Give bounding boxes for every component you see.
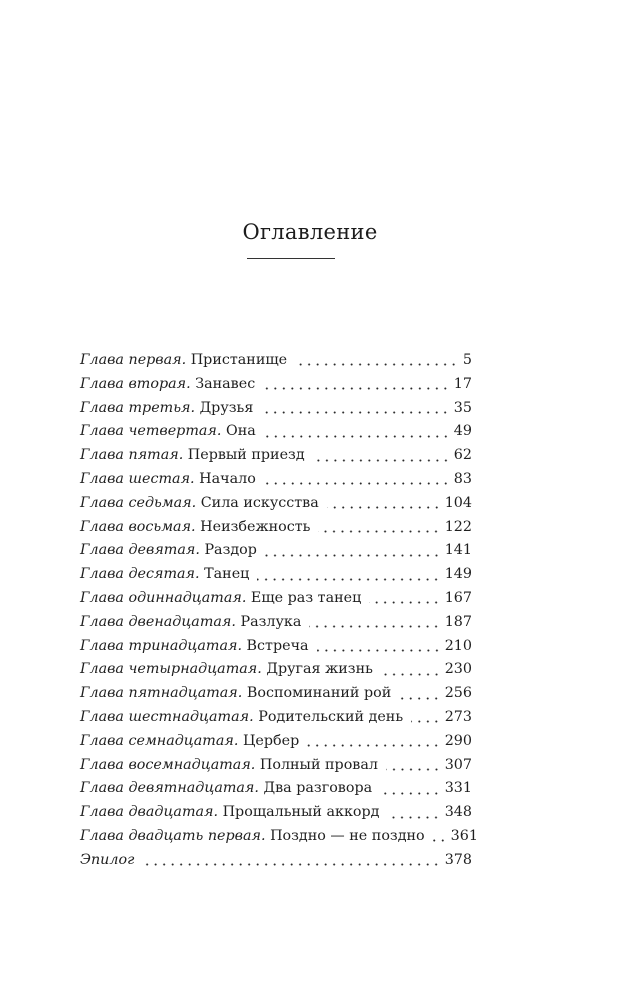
toc-entry[interactable] [80,420,472,444]
chapter-title: Воспоминаний рой [246,685,392,702]
chapter-title: Танец [204,566,250,583]
page-number: 230 [444,661,472,678]
toc-entry[interactable] [80,658,472,682]
toc-entry[interactable] [80,825,478,849]
chapter-label: Глава девятнадцатая. [80,780,259,797]
chapter-title: Пристанище [190,352,288,368]
toc-heading: Оглавление [242,220,378,244]
page-number: 361 [450,827,478,844]
dot-leader [369,601,440,604]
page-number: 49 [453,423,472,440]
page-number: 5 [462,352,472,368]
dot-leader [387,816,440,819]
page-number: 62 [453,447,472,464]
toc-entry[interactable] [80,611,472,635]
chapter-label: Глава шестнадцатая. [80,708,254,725]
toc-entry[interactable] [80,706,472,730]
dot-leader [265,554,441,557]
chapter-label: Глава третья. [80,399,196,416]
dot-leader [411,720,441,723]
chapter-title: Разлука [240,613,302,630]
page-number: 104 [444,494,472,511]
chapter-title: Начало [199,470,256,487]
chapter-label: Глава двадцать первая. [80,827,266,844]
toc-entry[interactable] [80,801,472,825]
chapter-title: Она [225,423,256,440]
toc-entry[interactable] [80,468,472,492]
chapter-label: Глава десятая. [80,566,200,583]
page-number: 141 [444,542,472,559]
dot-leader [257,578,440,581]
chapter-title: Другая жизнь [266,661,373,678]
chapter-label: Глава восьмая. [80,518,196,535]
toc-entry[interactable] [80,587,472,611]
page-number: 273 [444,708,472,725]
toc-entry[interactable] [80,539,472,563]
dot-leader [264,435,450,438]
chapter-label: Глава пятнадцатая. [80,685,243,702]
page-number: 378 [444,851,472,868]
dot-leader [399,697,440,700]
dot-leader [381,673,441,676]
chapter-label: Глава двенадцатая. [80,613,236,630]
page-number: 83 [453,470,472,487]
toc-entry[interactable] [80,730,472,754]
heading-underline [247,258,335,259]
toc-entry[interactable] [80,349,472,373]
page-number: 122 [444,518,472,535]
page-number: 307 [444,756,472,773]
chapter-title: Два разговора [263,780,373,797]
chapter-title: Неизбежность [200,518,311,535]
chapter-label: Глава четырнадцатая. [80,661,262,678]
chapter-label: Глава шестая. [80,470,195,487]
chapter-title: Поздно — не поздно [270,827,425,844]
toc-entry[interactable] [80,754,472,778]
dot-leader [327,506,441,509]
chapter-title: Друзья [199,399,254,416]
chapter-title: Встреча [246,637,309,654]
toc-entry[interactable] [80,777,472,801]
chapter-label: Глава тринадцатая. [80,637,242,654]
dot-leader [317,649,441,652]
chapter-label: Глава первая. [80,352,187,368]
toc-entry[interactable] [80,397,472,421]
chapter-title: Еще раз танец [250,589,362,606]
chapter-title: Полный провал [259,756,378,773]
page-number: 331 [444,780,472,797]
toc-list [80,349,478,873]
dot-leader [386,768,441,771]
toc-entry[interactable] [80,373,472,397]
chapter-title: Родительский день [258,708,404,725]
chapter-label: Глава седьмая. [80,494,197,511]
chapter-title: Прощальный аккорд [222,804,380,821]
page-number: 187 [444,613,472,630]
chapter-title: Сила искусства [200,494,319,511]
page-number: 35 [453,399,472,416]
dot-leader [307,744,440,747]
page-number: 17 [453,375,472,392]
chapter-title: Раздор [204,542,257,559]
dot-leader [142,863,440,866]
page-number: 290 [444,732,472,749]
page-number: 149 [444,566,472,583]
dot-leader [433,839,447,842]
toc-entry[interactable] [80,563,472,587]
chapter-title: Первый приезд [187,447,305,464]
dot-leader [309,625,440,628]
page-number: 348 [444,804,472,821]
toc-entry[interactable] [80,682,472,706]
chapter-label: Глава вторая. [80,375,191,392]
chapter-label: Глава пятая. [80,447,184,464]
toc-entry[interactable] [80,635,472,659]
dot-leader [264,482,450,485]
dot-leader [318,530,440,533]
dot-leader [313,459,450,462]
dot-leader [263,387,450,390]
chapter-label: Глава двадцатая. [80,804,219,821]
dot-leader [380,792,441,795]
toc-entry[interactable] [80,516,472,540]
chapter-title: Занавес [195,375,256,392]
page-number: 256 [444,685,472,702]
toc-entry[interactable] [80,492,472,516]
chapter-label: Глава одиннадцатая. [80,589,247,606]
chapter-label: Глава четвертая. [80,423,222,440]
page-number: 167 [444,589,472,606]
dot-leader [295,363,458,366]
toc-entry[interactable] [80,444,472,468]
toc-entry-epilogue[interactable] [80,849,472,873]
page-number: 210 [444,637,472,654]
chapter-label: Эпилог [80,851,135,868]
chapter-label: Глава девятая. [80,542,200,559]
dot-leader [261,411,449,414]
chapter-label: Глава восемнадцатая. [80,756,256,773]
chapter-label: Глава семнадцатая. [80,732,239,749]
chapter-title: Цербер [242,732,300,749]
